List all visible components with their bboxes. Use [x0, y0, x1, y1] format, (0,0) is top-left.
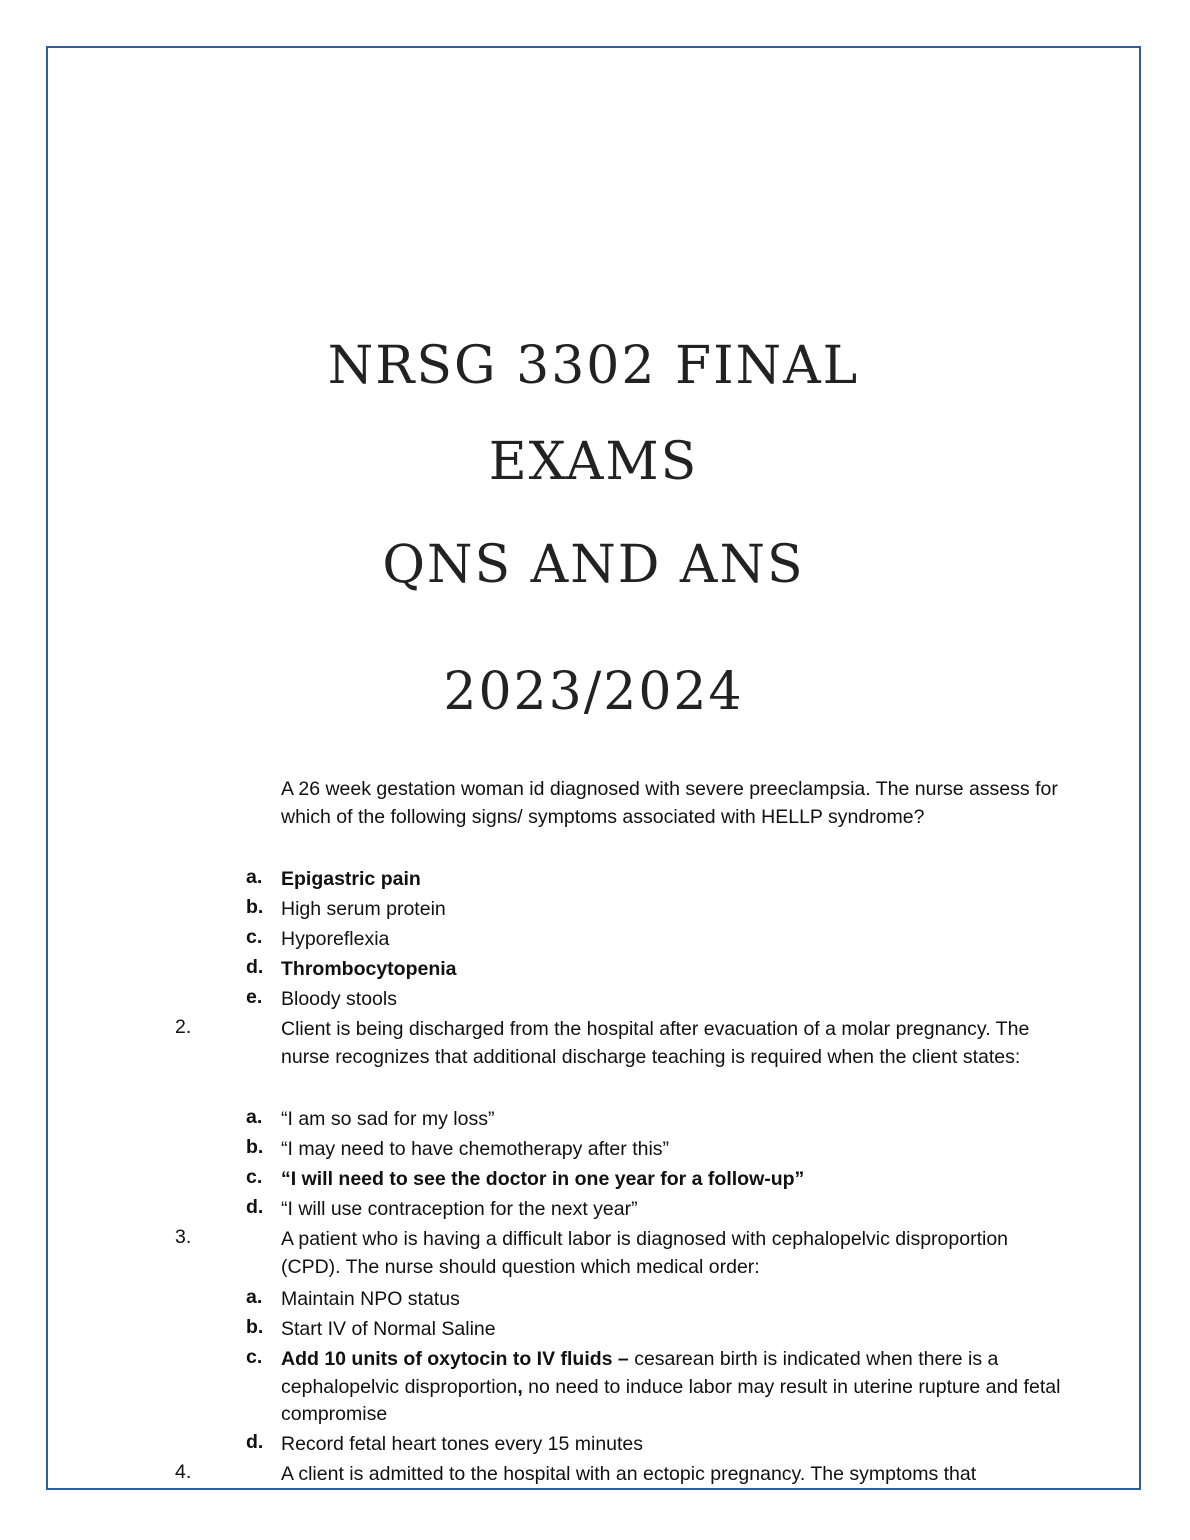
option-text: “I may need to have chemotherapy after this” [281, 1138, 670, 1160]
option-text: Hyporeflexia [281, 928, 390, 950]
option-text: Thrombocytopenia [281, 958, 457, 980]
question-number: 2. [175, 1016, 192, 1038]
option-text: Start IV of Normal Saline [281, 1318, 496, 1340]
option-letter: a. [246, 1106, 263, 1128]
option-text: High serum protein [281, 898, 446, 920]
option-text: “I will use contraception for the next year” [281, 1198, 638, 1220]
option-text-with-rationale [281, 1346, 1071, 1429]
question-text: A patient who is having a difficult labor is diagnosed with cephalopelvic disproportion (CPD). The nurse should question which medical order: [281, 1228, 1009, 1278]
option-text: “I will need to see the doctor in one year for a follow-up” [281, 1168, 805, 1190]
title-line-1: NRSG 3302 FINAL [327, 336, 860, 396]
option-text: Maintain NPO status [281, 1288, 460, 1310]
rationale-text: cesarean birth is indicated when there is a cephalopelvic disproportion [281, 1348, 999, 1398]
option-letter: a. [246, 1286, 263, 1308]
option-text: “I am so sad for my loss” [281, 1108, 495, 1130]
option-letter: d. [246, 956, 264, 978]
option-text: Add 10 units of oxytocin to IV fluids – [281, 1348, 629, 1370]
option-letter: b. [246, 896, 264, 918]
question-text: A client is admitted to the hospital with an ectopic pregnancy. The symptoms that [281, 1463, 977, 1485]
title-line-3: QNS AND ANS [382, 535, 805, 595]
title-line-2: EXAMS [488, 432, 699, 492]
option-letter: a. [246, 866, 263, 888]
option-letter: d. [246, 1196, 264, 1218]
option-text: Record fetal heart tones every 15 minutes [281, 1433, 644, 1455]
option-letter: e. [246, 986, 263, 1008]
rationale-comma: , [517, 1375, 523, 1398]
option-letter: c. [246, 1346, 263, 1368]
option-letter: c. [246, 926, 263, 948]
document-title [46, 318, 1141, 510]
option-letter: d. [246, 1431, 264, 1453]
title-line-4: 2023/2024 [443, 662, 744, 722]
question-text: A 26 week gestation woman id diagnosed with severe preeclampsia. The nurse assess for which of the following signs/ symptoms associated with HELLP syndrome? [281, 778, 1058, 828]
question-number: 4. [175, 1461, 192, 1483]
option-letter: b. [246, 1136, 264, 1158]
option-text: Epigastric pain [281, 868, 421, 890]
option-text: Bloody stools [281, 988, 397, 1010]
rationale-text: no need to induce labor may result in uterine rupture and fetal compromise [281, 1375, 1061, 1425]
option-letter: c. [246, 1166, 263, 1188]
option-letter: b. [246, 1316, 264, 1338]
question-number: 3. [175, 1226, 192, 1248]
question-text: Client is being discharged from the hospital after evacuation of a molar pregnancy. The nurse recognizes that additional discharge teaching is required when the client states: [281, 1018, 1030, 1068]
